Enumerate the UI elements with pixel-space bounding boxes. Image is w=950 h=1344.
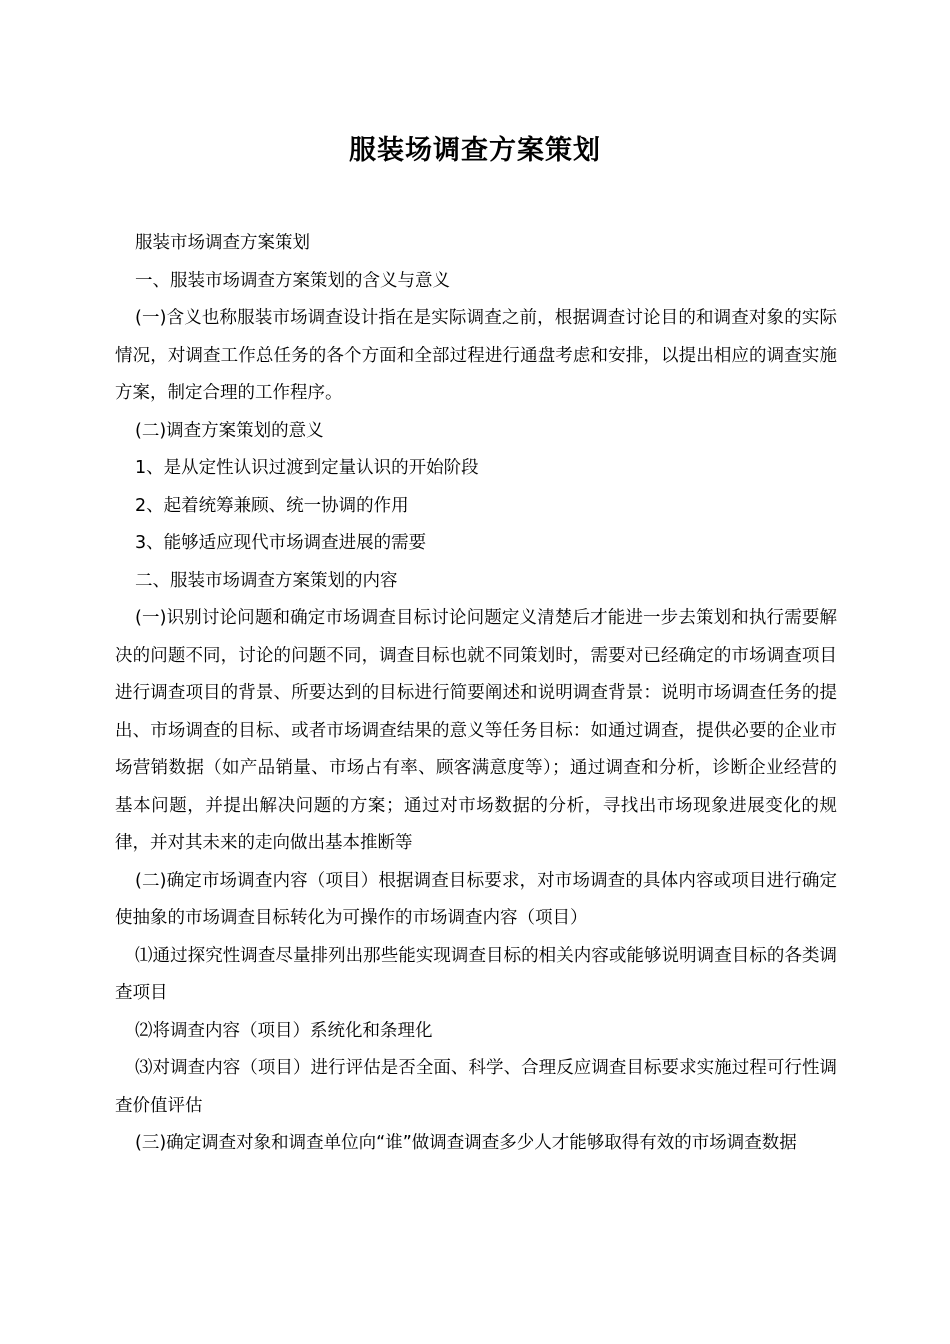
list-item-3: 3、能够适应现代市场调查进展的需要 bbox=[135, 533, 427, 553]
section-heading-1: 一、服装市场调查方案策划的含义与意义 bbox=[135, 270, 450, 291]
paragraph-identify-problem: (一)识别讨论问题和确定市场调查目标讨论问题定义清楚后才能进一步去策划和执行需要解决的问题不同，讨论的问题不同，调查目标也就不同策划时，需要对已经确定的市场调查项目进行调查项目的背景、所要达到的目标进行简要阐述和说明调查背景：说明市场调查任务的提出、市场调查的目标、或者市场调查结果的意义等任务目标：如通过调查，提供必要的企业市场营销数据（如产品销量、市场占有率、顾客满意度等）；通过调查和分析，诊断企业经营的基本问题，并提出解决问题的方案；通过对市场数据的分析，寻找出市场现象进展变化的规律，并对其未来的走向做出基本推断等 bbox=[115, 608, 837, 853]
document-body bbox=[115, 225, 837, 1163]
section-heading-2: 二、服装市场调查方案策划的内容 bbox=[135, 570, 398, 591]
document-title: 服装场调查方案策划 bbox=[349, 135, 601, 166]
numbered-item-2: ⑵将调查内容（项目）系统化和条理化 bbox=[135, 1020, 433, 1041]
numbered-item-3: ⑶对调查内容（项目）进行评估是否全面、科学、合理反应调查目标要求实施过程可行性调查价值评估 bbox=[115, 1058, 837, 1116]
list-item-2: 2、起着统筹兼顾、统一协调的作用 bbox=[135, 495, 409, 516]
paragraph-determine-content: (二)确定市场调查内容（项目）根据调查目标要求，对市场调查的具体内容或项目进行确定使抽象的市场调查目标转化为可操作的市场调查内容（项目） bbox=[115, 870, 837, 928]
paragraph-determine-objects: (三)确定调查对象和调查单位向“谁”做调查调查多少人才能够取得有效的市场调查数据 bbox=[135, 1133, 797, 1153]
paragraph-subtitle: 服装市场调查方案策划 bbox=[135, 233, 310, 253]
list-item-1: 1、是从定性认识过渡到定量认识的开始阶段 bbox=[135, 458, 479, 478]
numbered-item-1: ⑴通过探究性调查尽量排列出那些能实现调查目标的相关内容或能够说明调查目标的各类调查项目 bbox=[115, 945, 837, 1003]
paragraph-meaning: (一)含义也称服装市场调查设计指在是实际调查之前，根据调查讨论目的和调查对象的实际情况，对调查工作总任务的各个方面和全部过程进行通盘考虑和安排，以提出相应的调查实施方案，制定合理的工作程序。 bbox=[115, 308, 837, 403]
subsection-heading-significance: (二)调查方案策划的意义 bbox=[135, 420, 324, 441]
